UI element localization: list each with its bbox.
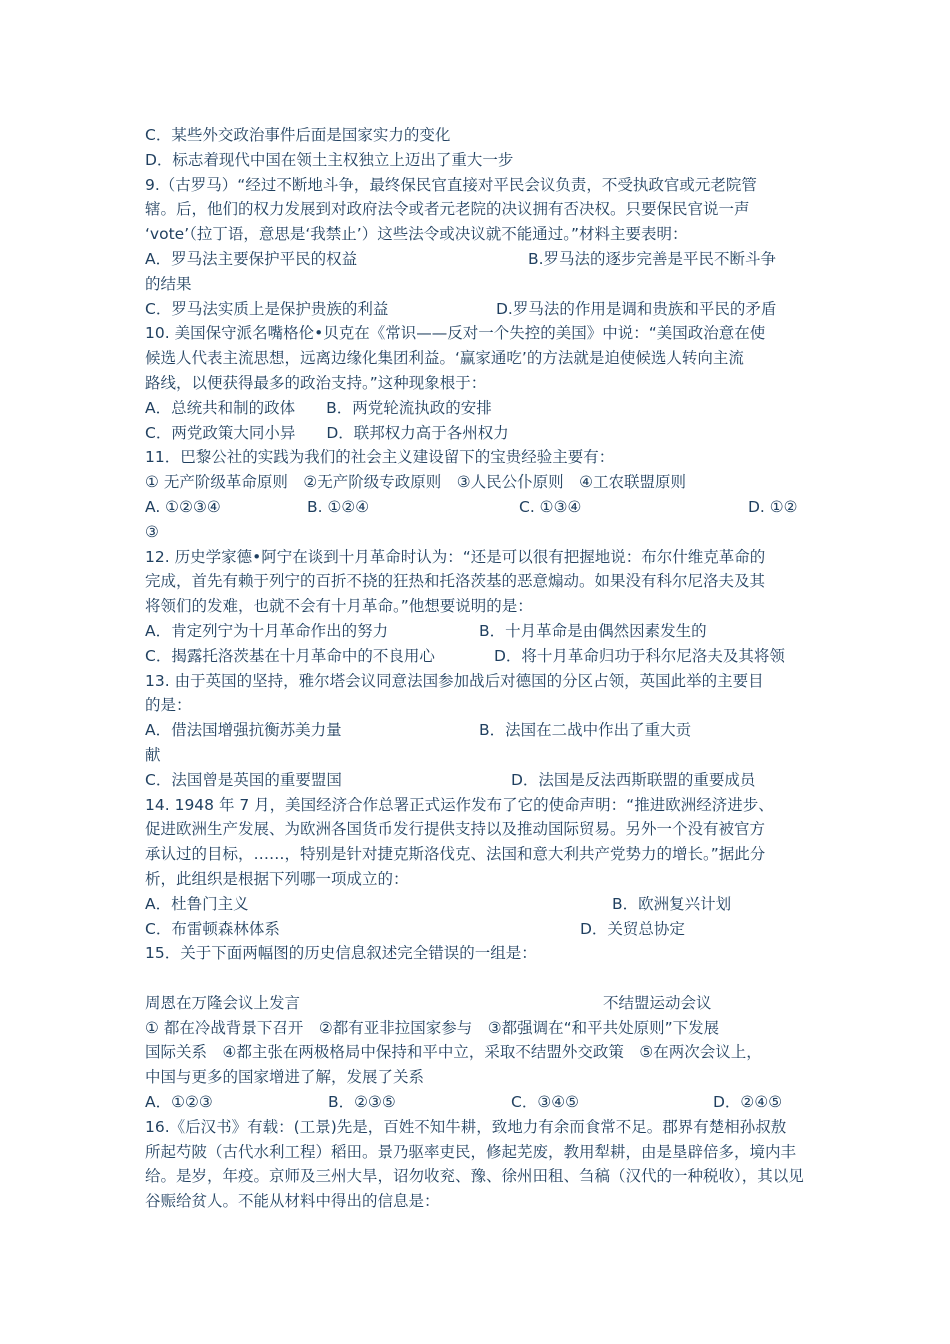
question-16-stem: 16.《后汉书》有载：(工景)先是，百姓不知牛耕，致地力有余而食常不足。郡界有楚相孙叔敖: [145, 1117, 787, 1136]
question-16-stem: 谷赈给贫人。不能从材料中得出的信息是：: [145, 1192, 440, 1211]
option-c: C．揭露托洛茨基在十月革命中的不良用心: [145, 646, 435, 665]
question-9-stem: 9.（古罗马）“经过不断地斗争，最终保民官直接对平民会议负责，不受执政官或元老院管: [145, 175, 757, 194]
question-14-stem: 析，此组织是根据下列哪一项成立的：: [145, 869, 409, 888]
question-15-items: 国际关系 ④都主张在两极格局中保持和平中立，采取不结盟外交政策 ⑤在两次会议上，: [145, 1043, 762, 1062]
question-9-options: [145, 247, 815, 272]
question-15-captions: [145, 991, 815, 1016]
option-d: D.罗马法的作用是调和贵族和平民的矛盾: [496, 299, 777, 318]
option-b: B．②③⑤: [328, 1093, 396, 1112]
image-caption-right: 不结盟运动会议: [603, 993, 712, 1012]
option-d: D．②④⑤: [713, 1093, 783, 1112]
question-14-options: [145, 917, 815, 942]
question-13-stem: 的是：: [145, 696, 192, 715]
question-10-stem: 10. 美国保守派名嘴格伦•贝克在《常识——反对一个失控的美国》中说：“美国政治意在使: [145, 324, 766, 343]
option-a: A．杜鲁门主义: [145, 894, 249, 913]
option-b: B. ①②④: [307, 497, 370, 516]
option-c: C．③④⑤: [511, 1093, 580, 1112]
question-9-stem: 辖。后，他们的权力发展到对政府法令或者元老院的决议拥有否决权。只要保民官说一声: [145, 200, 750, 219]
text-line: ③: [145, 522, 159, 541]
question-10-options: A．总统共和制的政体 B．两党轮流执政的安排: [145, 398, 492, 417]
option-c: C. ①③④: [519, 497, 582, 516]
document-page: [145, 123, 815, 1214]
question-14-stem: 承认过的目标，……，特别是针对捷克斯洛伐克、法国和意大利共产党势力的增长。”据此分: [145, 845, 766, 864]
question-11-options: [145, 495, 815, 520]
option-b: B．十月革命是由偶然因素发生的: [479, 621, 707, 640]
question-15-items: ① 都在冷战背景下召开 ②都有亚非拉国家参与 ③都强调在“和平共处原则”下发展: [145, 1018, 720, 1037]
question-12-stem: 完成，首先有赖于列宁的百折不挠的狂热和托洛茨基的恶意煽动。如果没有科尔尼洛夫及其: [145, 572, 766, 591]
question-13-options: [145, 768, 815, 793]
question-13-stem: 13. 由于英国的坚持，雅尔塔会议同意法国参加战后对德国的分区占领，英国此举的主要目: [145, 671, 764, 690]
question-12-stem: 将领们的发难，也就不会有十月革命。”他想要说明的是：: [145, 597, 533, 616]
text-line: C．某些外交政治事件后面是国家实力的变化: [145, 126, 451, 144]
option-a: A．①②③: [145, 1093, 213, 1112]
question-15-items: 中国与更多的国家增进了解，发展了关系: [145, 1068, 425, 1087]
option-d: D. ①②: [748, 497, 798, 516]
option-b: B．欧洲复兴计划: [612, 894, 732, 913]
image-placeholder-gap: [145, 966, 815, 991]
question-15-stem: 15．关于下面两幅图的历史信息叙述完全错误的一组是：: [145, 944, 537, 963]
question-9-stem: ‘vote’（拉丁语，意思是‘我禁止’）这些法令或决议就不能通过。”材料主要表明：: [145, 225, 688, 244]
option-c: C．罗马法实质上是保护贵族的利益: [145, 299, 389, 318]
option-a: A．罗马法主要保护平民的权益: [145, 249, 358, 268]
option-a: A．借法国增强抗衡苏美力量: [145, 721, 342, 740]
option-d: D．将十月革命归功于科尔尼洛夫及其将领: [494, 646, 785, 665]
question-12-options: [145, 619, 815, 644]
option-a: A. ①②③④: [145, 497, 221, 516]
option-c: C．法国曾是英国的重要盟国: [145, 770, 342, 789]
question-16-stem: 给。是岁，年疫。京师及三州大旱，诏勿收兖、豫、徐州田租、刍稿（汉代的一种税收），其以见: [145, 1167, 804, 1186]
question-15-options: [145, 1090, 815, 1115]
question-14-stem: 促进欧洲生产发展、为欧洲各国货币发行提供支持以及推动国际贸易。另外一个没有被官方: [145, 820, 766, 839]
text-line: D．标志着现代中国在领土主权独立上迈出了重大一步: [145, 150, 514, 169]
question-10-stem: 候选人代表主流思想，远离边缘化集团利益。‘赢家通吃’的方法就是迫使候选人转向主流: [145, 349, 744, 368]
image-caption-left: 周恩在万隆会议上发言: [145, 993, 301, 1012]
option-b: B.罗马法的逐步完善是平民不断斗争: [528, 249, 777, 268]
question-14-options: [145, 892, 815, 917]
text-line: 的结果: [145, 274, 192, 293]
question-16-stem: 所起芍陂（古代水利工程）稻田。景乃驱率吏民，修起芜废，教用犁耕，由是垦辟倍多，境内丰: [145, 1142, 797, 1161]
question-13-options: [145, 718, 815, 743]
question-11-items: ① 无产阶级革命原则 ②无产阶级专政原则 ③人民公仆原则 ④工农联盟原则: [145, 473, 687, 492]
option-d: D．关贸总协定: [580, 919, 685, 938]
option-a: A．肯定列宁为十月革命作出的努力: [145, 621, 389, 640]
question-10-stem: 路线，以便获得最多的政治支持。”这种现象根于：: [145, 373, 487, 392]
question-11-stem: 11．巴黎公社的实践为我们的社会主义建设留下的宝贵经验主要有：: [145, 448, 615, 467]
option-d: D．法国是反法西斯联盟的重要成员: [511, 770, 756, 789]
question-14-stem: 14. 1948 年 7 月，美国经济合作总署正式运作发布了它的使命声明：“推进欧洲经济进步、: [145, 795, 774, 814]
option-b: B．法国在二战中作出了重大贡: [479, 721, 692, 740]
question-10-options: C．两党政策大同小异 D．联邦权力高于各州权力: [145, 423, 509, 442]
question-12-options: [145, 644, 815, 669]
text-line: 献: [145, 745, 161, 764]
question-12-stem: 12. 历史学家德•阿宁在谈到十月革命时认为：“还是可以很有把握地说：布尔什维克革命的: [145, 547, 766, 566]
question-9-options: [145, 297, 815, 322]
option-c: C．布雷顿森林体系: [145, 919, 280, 938]
